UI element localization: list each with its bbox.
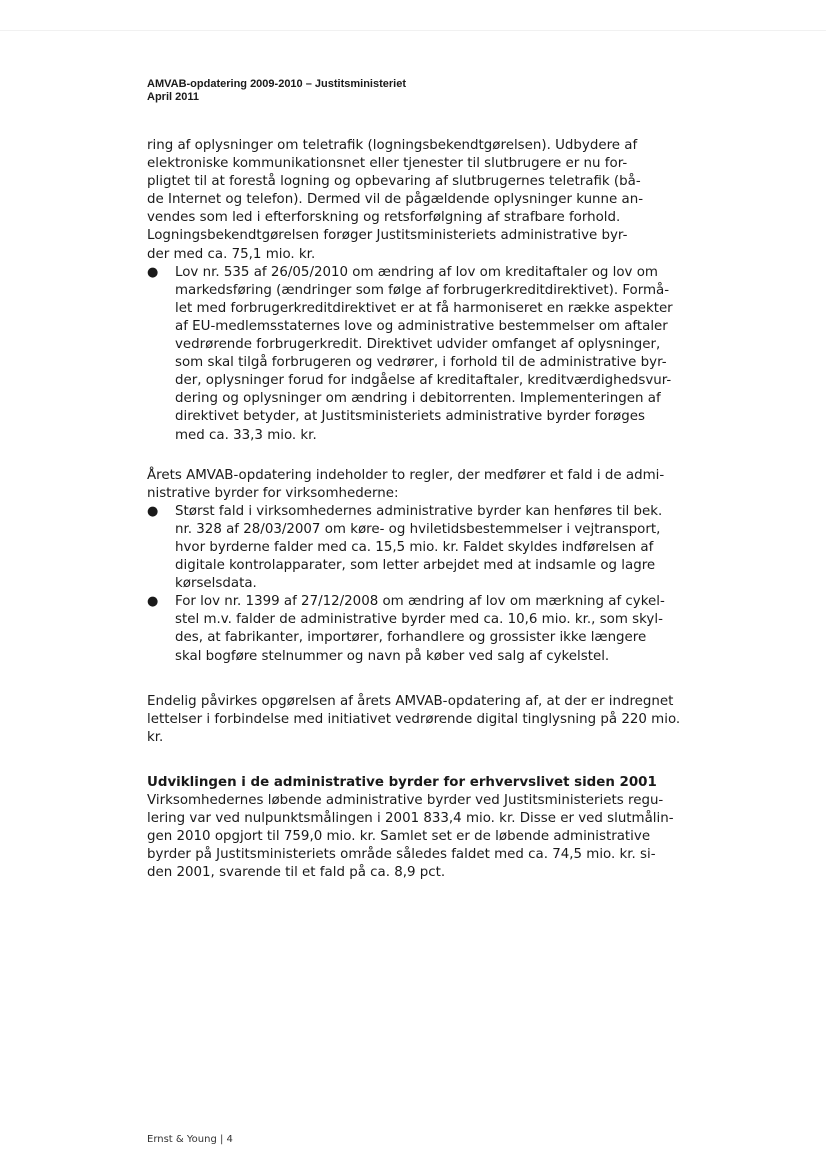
page-header: [147, 78, 406, 104]
list-item: [147, 593, 687, 665]
section-paragraph: Virksomhedernes løbende administrative byrder ved Justitsministeriets regu- lering var ved nulpunktsmålingen i 2001 833,4 mio. kr. Disse er ved slutmålin- gen 2010 opgjort til 759,0 mio. kr. Samlet set er de løbende administrative byrder på Justitsministeriets område således faldet med ca. 74,5 mio. kr. si- den 2001, svarende til et fald på ca. 8,9 pct.: [147, 793, 674, 881]
header-date: April 2011: [147, 91, 199, 103]
list-item: [147, 264, 687, 445]
bullet-icon: ●: [147, 503, 159, 519]
bullet-text: Lov nr. 535 af 26/05/2010 om ændring af lov om kreditaftaler og lov om markedsføring (ændringer som følge af forbrugerkreditdirektivet). Formå- let med forbrugerkreditdirektivet er at få harmoniseret en række aspekter af EU-medlemsstaternes love og administrative bestemmelser om aftaler vedrørende forbrugerkredit. Direktivet udvider omfanget af oplysninger, som skal tilgå forbrugeren og vedrører, i forhold til de administrative byr- der, oplysninger forud for indgåelse af kreditaftaler, kreditværdighedsvur- dering og oplysninger om ændring i debitorrenten. Implementeringen af direktivet betyder, at Justitsministeriets administrative byrder forøges med ca. 33,3 mio. kr.: [175, 264, 673, 443]
final-paragraph: Endelig påvirkes opgørelsen af årets AMVAB-opdatering af, at der er indregnet lettelser i forbindelse med initiativet vedrørende digital tinglysning på 220 mio. kr.: [147, 693, 681, 745]
section-heading: Udviklingen i de administrative byrder for erhvervslivet siden 2001: [147, 774, 657, 790]
bullet-icon: ●: [147, 594, 159, 610]
intro-paragraph: Årets AMVAB-opdatering indeholder to regler, der medfører et fald i de admi- nistrative byrder for virksomhederne:: [147, 467, 665, 501]
top-rule: [0, 30, 826, 31]
page-footer: Ernst & Young | 4: [147, 1134, 233, 1145]
bullet-text: Størst fald i virksomhedernes administrative byrder kan henføres til bek. nr. 328 af 28/03/2007 om køre- og hviletidsbestemmelser i vejtransport, hvor byrderne falder med ca. 15,5 mio. kr. Faldet skyldes indførelsen af digitale kontrolapparater, som letter arbejdet med at indsamle og lagre kørselsdata.: [175, 503, 663, 592]
document-body: [147, 137, 687, 882]
list-item: [147, 503, 687, 593]
continued-paragraph: ring af oplysninger om teletrafik (logningsbekendtgørelsen). Udbydere af elektroniske kommunikationsnet eller tjenester til slutbrugere er nu for- pligtet til at forestå logning og opbevaring af slutbrugernes teletrafik (bå- de Internet og telefon). Dermed vil de pågældende oplysninger kunne an- vendes som led i efterforskning og retsforfølgning af strafbare forhold. Logningsbekendtgørelsen forøger Justitsministeriets administrative byr- der med ca. 75,1 mio. kr.: [147, 138, 644, 262]
bullet-icon: ●: [147, 264, 159, 280]
bullet-text: For lov nr. 1399 af 27/12/2008 om ændring af lov om mærkning af cykel- stel m.v. falder de administrative byrder med ca. 10,6 mio. kr., som skyl- des, at fabrikanter, importører, forhandlere og grossister ikke længere skal bogføre stelnummer og navn på køber ved salg af cykelstel.: [175, 594, 665, 664]
header-title: AMVAB-opdatering 2009-2010 – Justitsministeriet: [147, 78, 406, 90]
